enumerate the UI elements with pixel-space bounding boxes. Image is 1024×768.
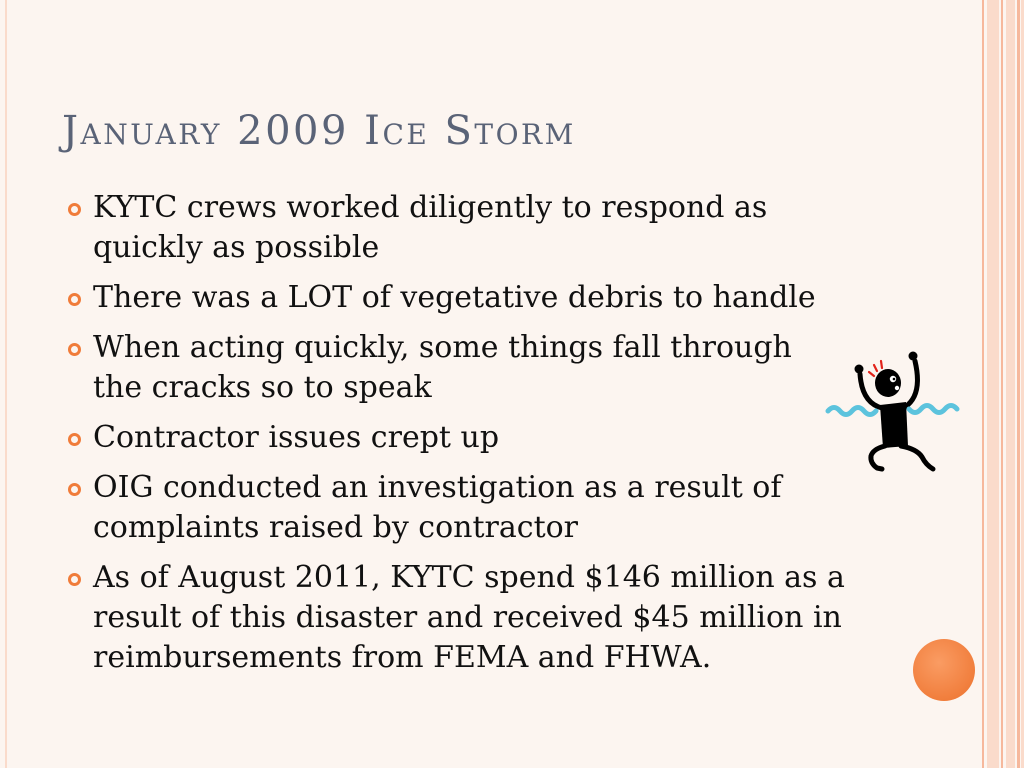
bullet-list (93, 188, 845, 678)
bullet-line: There was a LOT of vegetative debris to handle (93, 280, 816, 315)
bullet-line: complaints raised by contractor (93, 510, 579, 545)
bullet-line: result of this disaster and received $45 million in (93, 600, 842, 635)
bullet-line: When acting quickly, some things fall through (93, 330, 792, 365)
figure-left-leg (871, 446, 885, 469)
bullet-item (93, 278, 845, 318)
bullet-item (93, 558, 845, 678)
figure-left-hand (855, 365, 864, 374)
water-wave-left (828, 408, 876, 415)
bullet-line: Contractor issues crept up (93, 420, 500, 455)
bullet-line: As of August 2011, KYTC spend $146 million as a (93, 560, 845, 595)
figure-right-leg (901, 446, 933, 469)
circle-bullet-icon (68, 573, 81, 586)
figure-body (880, 402, 908, 448)
circle-bullet-icon (68, 433, 81, 446)
slide-title: January 2009 Ice Storm (62, 108, 576, 154)
water-wave-right (909, 406, 957, 413)
right-stripe (1017, 0, 1020, 768)
bullet-item (93, 418, 845, 458)
bullet-line: quickly as possible (93, 230, 380, 265)
orange-circle-icon (913, 639, 975, 701)
bullet-item (93, 188, 845, 268)
circle-bullet-icon (68, 293, 81, 306)
circle-bullet-icon (68, 483, 81, 496)
bullet-line: reimbursements from FEMA and FHWA. (93, 640, 712, 675)
circle-bullet-icon (68, 203, 81, 216)
bullet-line: KYTC crews worked diligently to respond as (93, 190, 768, 225)
bullet-line: OIG conducted an investigation as a result of (93, 470, 782, 505)
circle-bullet-icon (68, 343, 81, 356)
right-stripe (1006, 0, 1015, 768)
right-stripe (982, 0, 984, 768)
right-stripe (1001, 0, 1003, 768)
right-stripe (987, 0, 999, 768)
drowning-person-icon (825, 345, 965, 480)
figure-right-hand (909, 352, 918, 361)
bullet-line: the cracks so to speak (93, 370, 432, 405)
figure-head (875, 369, 901, 397)
bullet-item (93, 328, 845, 408)
figure-mouth (895, 386, 899, 390)
bullet-item (93, 468, 845, 548)
figure-pupil (893, 378, 896, 381)
figure-right-arm (905, 361, 917, 407)
left-edge-line (5, 0, 7, 768)
